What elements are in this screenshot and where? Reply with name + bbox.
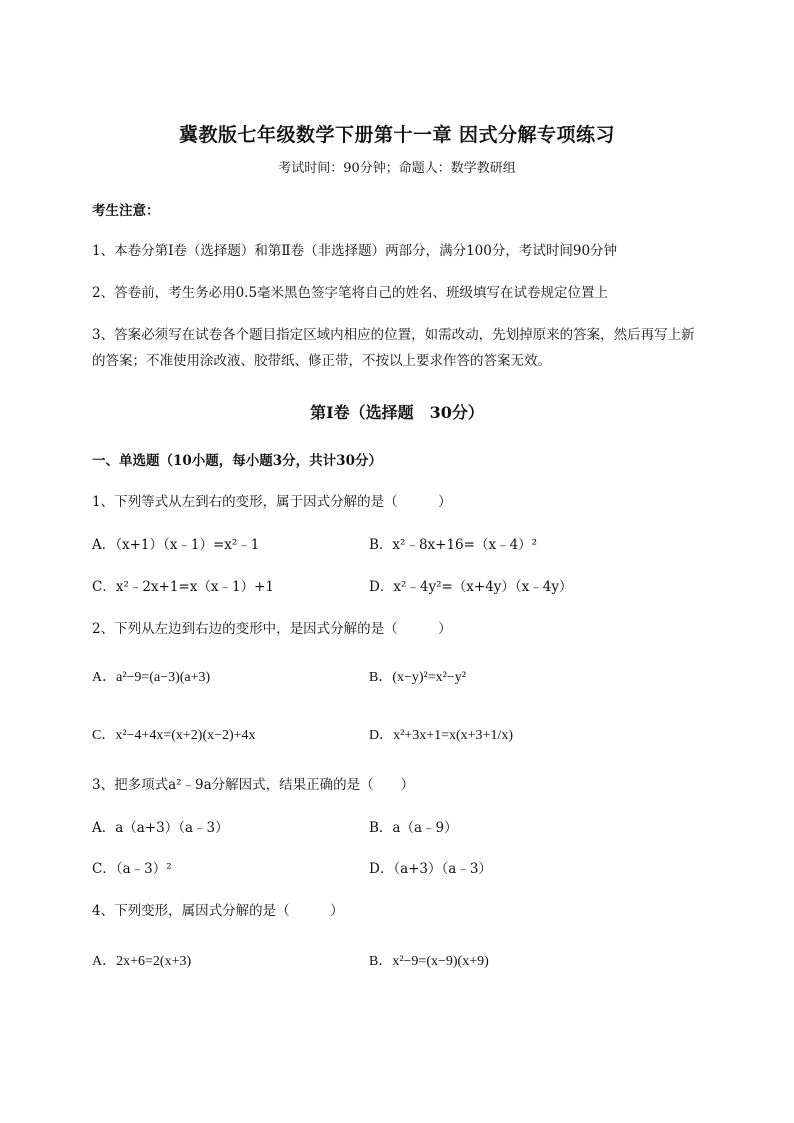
page-title: 冀教版七年级数学下册第十一章 因式分解专项练习	[178, 124, 616, 146]
question-3-stem: 3、把多项式a²﹣9a分解因式，结果正确的是（ ）	[92, 777, 415, 793]
question-4-stem: 4、下列变形，属因式分解的是（ ）	[92, 903, 344, 919]
question-1-option-d[interactable]: D．x²﹣4y²=（x+4y）（x﹣4y）	[369, 579, 573, 595]
question-3-option-d[interactable]: D．（a+3）（a﹣3）	[369, 861, 492, 877]
question-1-option-a[interactable]: A．（x+1）（x﹣1）=x²﹣1	[92, 537, 260, 553]
question-2-option-c[interactable]: C．x²−4+4x=(x+2)(x−2)+4x	[92, 728, 256, 743]
notice-item-1: 1、本卷分第I卷（选择题）和第Ⅱ卷（非选择题）两部分，满分100分，考试时间90分钟	[92, 243, 618, 259]
notice-item-3-cont: 的答案；不准使用涂改液、胶带纸、修正带，不按以上要求作答的答案无效。	[92, 353, 551, 369]
question-4-option-a[interactable]: A．2x+6=2(x+3)	[92, 954, 192, 969]
notice-item-3: 3、答案必须写在试卷各个题目指定区域内相应的位置，如需改动，先划掉原来的答案，然后再写上新	[92, 327, 695, 343]
question-3-option-a[interactable]: A．a（a+3）（a﹣3）	[92, 820, 229, 836]
section-title: 第I卷（选择题 30分）	[310, 403, 484, 422]
question-2-option-a[interactable]: A．a²−9=(a−3)(a+3)	[92, 670, 211, 685]
part-heading: 一、单选题（10小题，每小题3分，共计30分）	[92, 453, 382, 469]
question-3-option-b[interactable]: B．a（a﹣9）	[369, 820, 458, 836]
question-2-stem: 2、下列从左边到右边的变形中，是因式分解的是（ ）	[92, 621, 452, 637]
question-1-stem: 1、下列等式从左到右的变形，属于因式分解的是（ ）	[92, 494, 452, 510]
question-1-option-b[interactable]: B．x²﹣8x+16=（x﹣4）²	[369, 537, 538, 553]
question-4-option-b[interactable]: B．x²−9=(x−9)(x+9)	[369, 954, 489, 969]
question-3-option-c[interactable]: C．（a﹣3）²	[92, 861, 172, 877]
question-2-option-d[interactable]: D．x²+3x+1=x(x+3+1/x)	[369, 728, 513, 743]
notice-heading: 考生注意：	[92, 203, 160, 219]
notice-item-2: 2、答卷前，考生务必用0.5毫米黑色签字笔将自己的姓名、班级填写在试卷规定位置上	[92, 285, 609, 301]
question-2-option-b[interactable]: B．(x−y)²=x²−y²	[369, 670, 466, 685]
question-1-option-c[interactable]: C．x²﹣2x+1=x（x﹣1）+1	[92, 579, 274, 595]
exam-info: 考试时间：90分钟；命题人：数学教研组	[278, 161, 516, 176]
